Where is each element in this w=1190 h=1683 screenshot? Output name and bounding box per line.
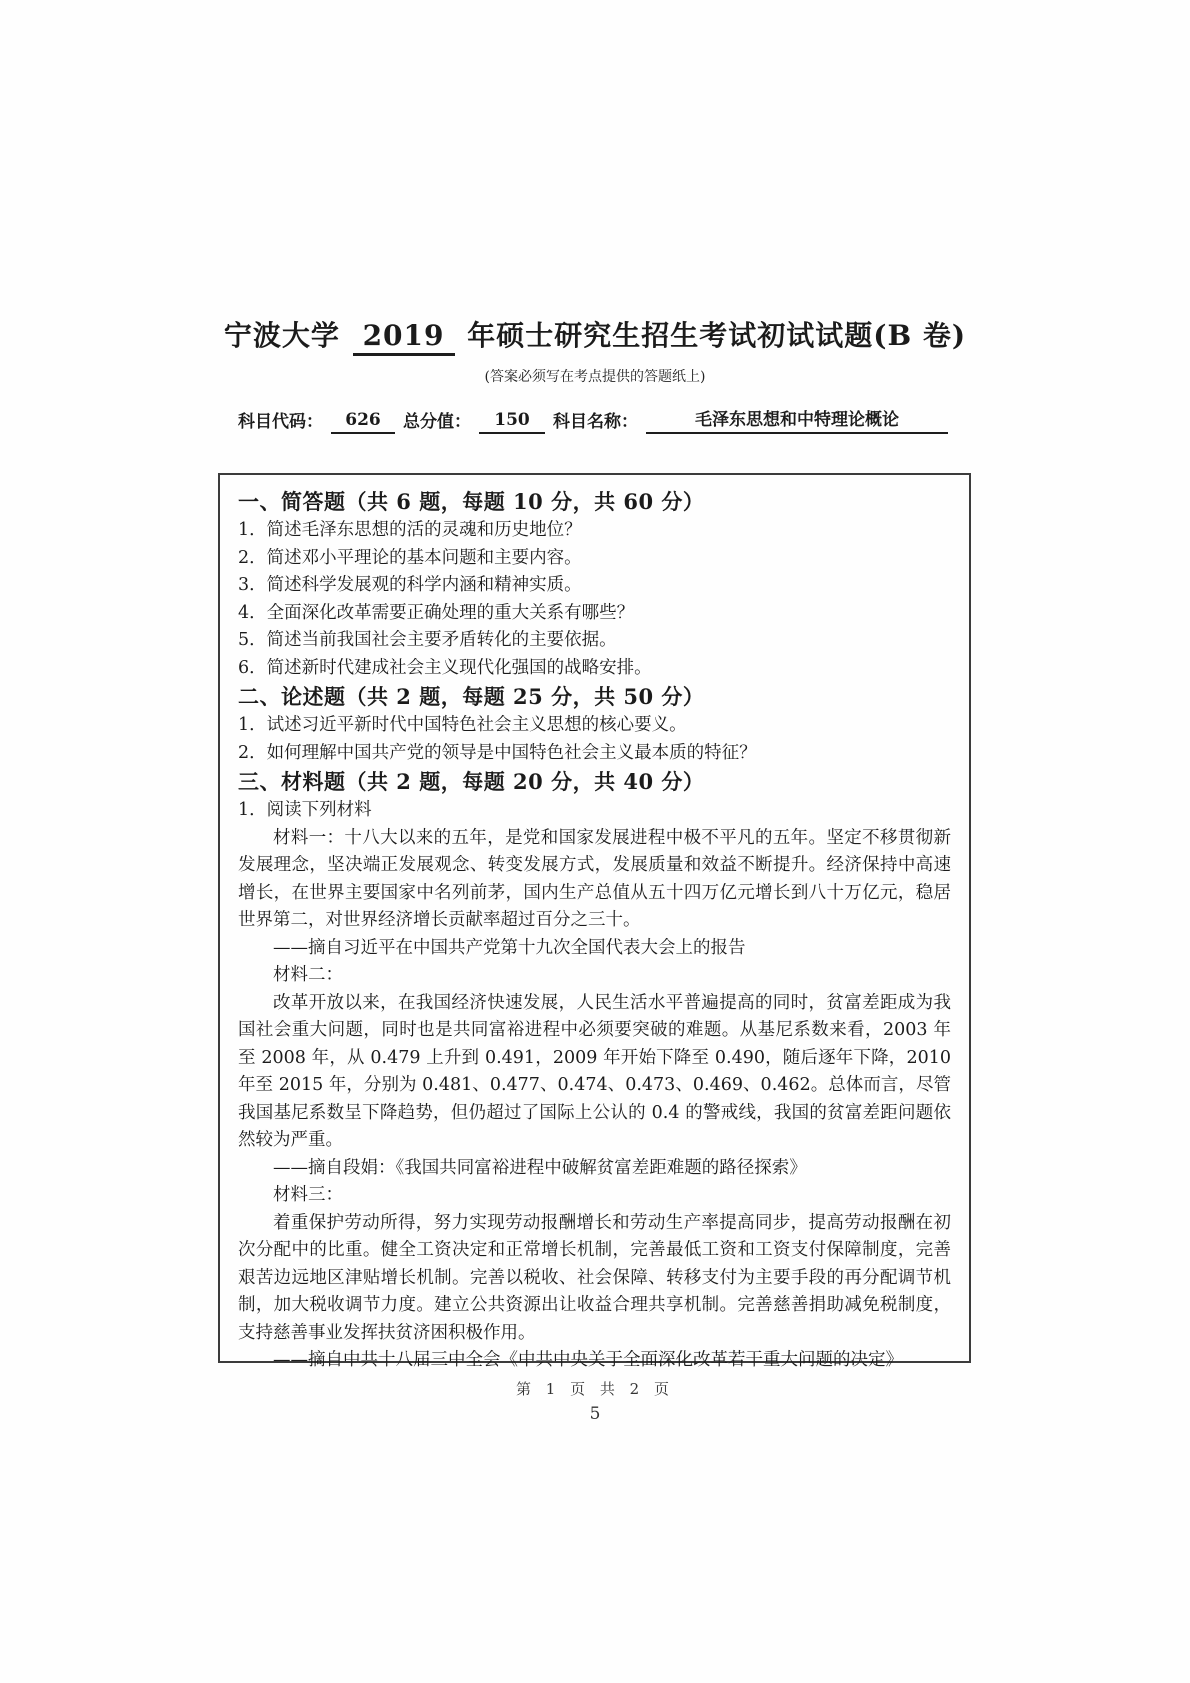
section-short-answer — [238, 487, 951, 682]
questions-box — [218, 473, 971, 1370]
section-heading: 三、材料题（共 2 题，每题 20 分，共 40 分） — [238, 769, 705, 794]
section-essay — [238, 682, 951, 767]
section-materials — [238, 767, 951, 1375]
question-item: 2．如何理解中国共产党的领导是中国特色社会主义最本质的特征？ — [238, 742, 757, 763]
title-year: 2019 — [353, 319, 455, 356]
section-heading: 一、简答题（共 6 题，每题 10 分，共 60 分） — [238, 489, 705, 514]
question-item: 4．全面深化改革需要正确处理的重大关系有哪些？ — [238, 602, 635, 623]
page-title — [0, 314, 1190, 356]
subject-code-label: 科目代码： — [238, 412, 323, 432]
question-item: 2．简述邓小平理论的基本问题和主要内容。 — [238, 547, 582, 568]
material-1-source: ——摘自习近平在中国共产党第十九次全国代表大会上的报告 — [273, 937, 746, 958]
question-item: 1．简述毛泽东思想的活的灵魂和历史地位？ — [238, 520, 582, 540]
total-score-label: 总分值： — [403, 412, 471, 432]
material-1-paragraph: 材料一：十八大以来的五年，是党和国家发展进程中极不平凡的五年。坚定不移贯彻新发展理念，坚决端正发展观念、转变发展方式，发展质量和效益不断提升。经济保持中高速增长，在世界主要国家中名列前茅，国内生产总值从五十四万亿元增长到八十万亿元，稳居世界第二，对世界经济增长贡献率超过百分之三十。 — [238, 827, 951, 930]
material-3-label: 材料三： — [273, 1185, 343, 1205]
question-item: 1．阅读下列材料 — [238, 800, 372, 820]
question-item: 5．简述当前我国社会主要矛盾转化的主要依据。 — [238, 630, 617, 650]
subject-name-value: 毛泽东思想和中特理论概论 — [646, 405, 948, 434]
question-item: 6．简述新时代建成社会主义现代化强国的战略安排。 — [238, 657, 652, 678]
page-number: 5 — [589, 1404, 601, 1424]
question-item: 3．简述科学发展观的科学内涵和精神实质。 — [238, 575, 582, 595]
title-university: 宁波大学 — [223, 319, 340, 352]
material-3-paragraph: 着重保护劳动所得，努力实现劳动报酬增长和劳动生产率提高同步，提高劳动报酬在初次分配中的比重。健全工资决定和正常增长机制，完善最低工资和工资支付保障制度，完善艰苦边远地区津贴增长机制。完善以税收、社会保障、转移支付为主要手段的再分配调节机制，加大税收调节力度。建立公共资源出让收益合理共享机制。完善慈善捐助减免税制度，支持慈善事业发挥扶贫济困积极作用。 — [238, 1212, 951, 1343]
material-2-source: ——摘自段娟：《我国共同富裕进程中破解贫富差距难题的路径探索》 — [273, 1157, 807, 1178]
title-exam-name: 年硕士研究生招生考试初试试题(B 卷) — [467, 319, 967, 352]
total-score-value: 150 — [479, 410, 545, 434]
material-2-label: 材料二： — [273, 965, 343, 985]
section-heading: 二、论述题（共 2 题，每题 25 分，共 50 分） — [238, 684, 705, 709]
subject-code-value: 626 — [331, 410, 395, 434]
material-2-paragraph: 改革开放以来，在我国经济快速发展，人民生活水平普遍提高的同时，贫富差距成为我国社会重大问题，同时也是共同富裕进程中必须要突破的难题。从基尼系数来看，2003 年至 2008 年，从 0.479 上升到 0.491，2009 年开始下降至 0.490，随后逐年下降，2010 年至 2015 年，分别为 0.481、0.477、0.474、0.473、0.469、0.462。总体而言，尽管我国基尼系数呈下降趋势，但仍超过了国际上公认的 0.4 的警戒线，我国的贫富差距问题依然较为严重。 — [238, 992, 951, 1150]
answer-sheet-notice: (答案必须写在考点提供的答题纸上) — [484, 369, 706, 385]
subject-name-label: 科目名称： — [553, 412, 638, 432]
page-info: 第 1 页 共 2 页 — [516, 1380, 674, 1398]
material-3-source: ——摘自中共十八届三中全会《中共中央关于全面深化改革若干重大问题的决定》 — [273, 1350, 903, 1370]
question-item: 1．试述习近平新时代中国特色社会主义思想的核心要义。 — [238, 715, 687, 735]
subject-info-row — [238, 405, 956, 434]
